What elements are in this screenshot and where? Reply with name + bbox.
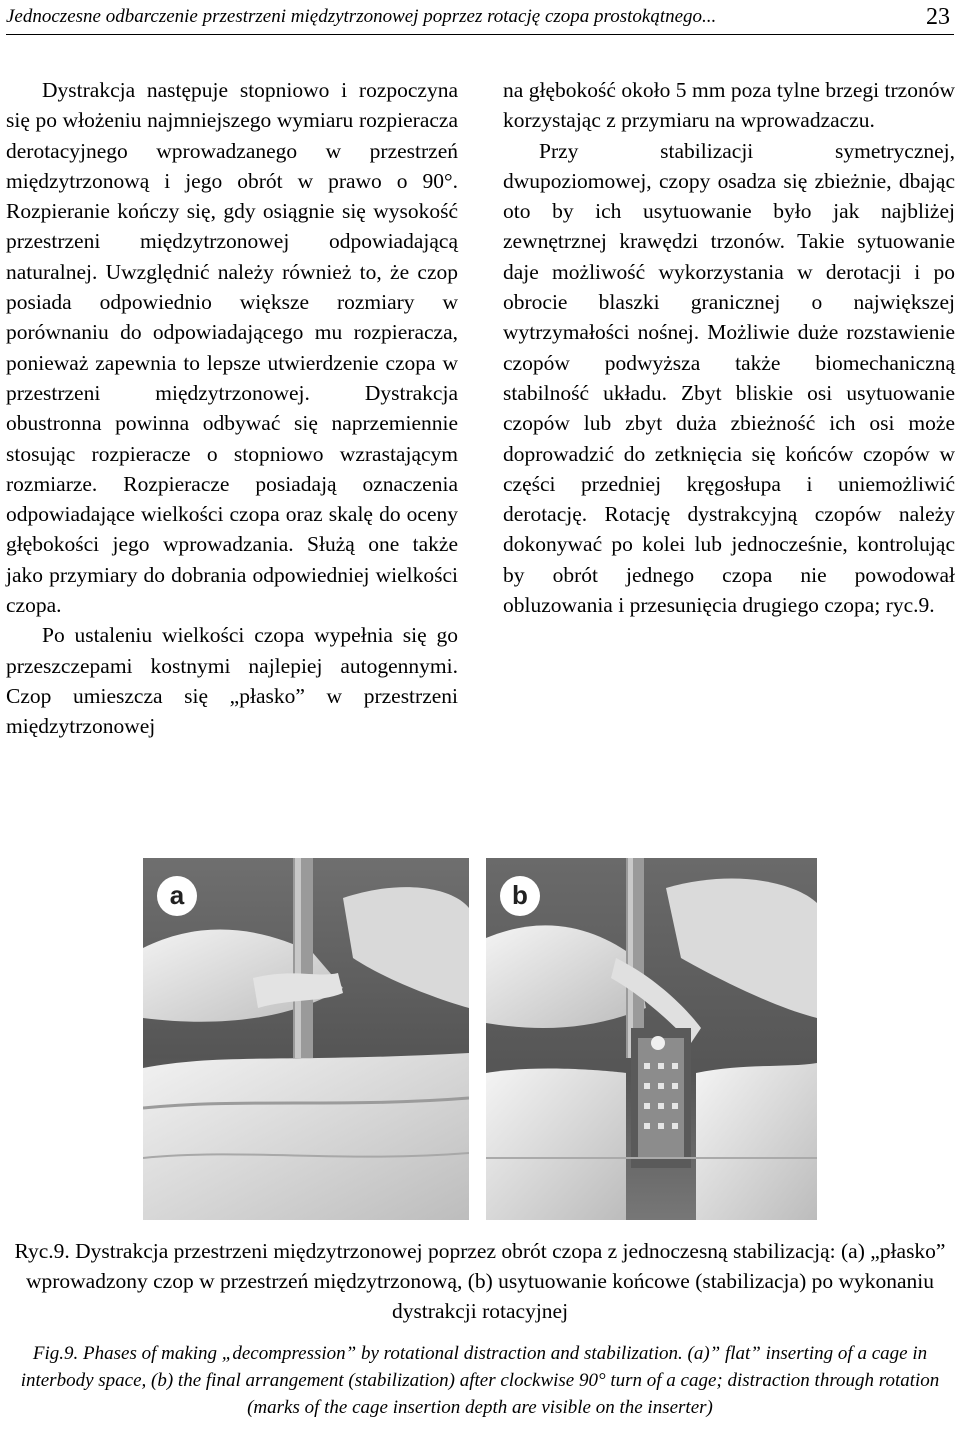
paragraph-cage-filling: Po ustaleniu wielkości czopa wypełnia się go przeszczepami kostnymi najlepiej autogennymi. Czop umieszcza się „płasko” w przestrzeni międzytrzonowej <box>6 623 458 739</box>
running-header <box>6 4 954 34</box>
figure-caption-pl: Ryc.9. Dystrakcja przestrzeni międzytrzonowej poprzez obrót czopa z jednoczesną stabilizacją: (a) „płasko” wprowadzony czop w przestrzeń międzytrzonową, (b) usytuowanie końcowe (stabilizacja) po wykonaniu dystrakcji rotacyjnej <box>14 1239 946 1323</box>
page-number: 23 <box>926 4 950 30</box>
figure-caption-en: Fig.9. Phases of making „decompression” by rotational distraction and stabilization. (a)” flat” inserting of a cage in interbody space, (b) the final arrangement (stabilization) after clockwise 90° turn of a cage; distraction through rotation (marks of the cage insertion depth are visible on the inserter) <box>20 1343 940 1418</box>
running-title: Jednoczesne odbarczenie przestrzeni międzytrzonowej poprzez rotację czopa prostokątnego... <box>6 6 717 27</box>
left-text-column <box>6 75 458 742</box>
spine-model-photo-a <box>143 858 469 1220</box>
figure-panel-b <box>486 858 817 1220</box>
figure-panel-a <box>143 858 469 1220</box>
paragraph-continuation: na głębokość około 5 mm poza tylne brzegi trzonów korzystając z przymiaru na wprowadzaczu. <box>503 78 955 133</box>
panel-label-a: a <box>157 876 197 916</box>
right-text-column <box>503 75 955 620</box>
panel-label-b: b <box>500 876 540 916</box>
spine-model-photo-b <box>486 858 817 1220</box>
header-divider <box>6 34 954 35</box>
paragraph-stabilization: Przy stabilizacji symetrycznej, dwupoziomowej, czopy osadza się zbieżnie, dbając oto by ich usytuowanie było jak najbliżej zewnętrznej krawędzi trzonów. Takie sytuowanie daje możliwość wykorzystania w derotacji i po obrocie blaszki granicznej o największej wytrzymałości nośnej. Możliwie duże rozstawienie czopów podwyższa także biomechaniczną stabilność układu. Zbyt bliskie osi usytuowanie czopów lub zbyt duża zbieżność ich osi może doprowadzić do zetknięcia się końców czopów w części przedniej kręgosłupa i uniemożliwić derotację. Rotację dystrakcyjną czopów należy dokonywać po kolei lub jednocześnie, kontrolując by obrót jednego czopa nie powodował obluzowania i przesunięcia drugiego czopa; ryc.9. <box>503 138 955 618</box>
paragraph-distraction: Dystrakcja następuje stopniowo i rozpoczyna się po włożeniu najmniejszego wymiaru rozpieracza derotacyjnego wprowadzanego w przestrzeń międzytrzonową i jego obrót w prawo o 90°. Rozpieranie kończy się, gdy osiągnie się wysokość przestrzeni międzytrzonowej odpowiadającą naturalnej. Uwzględnić należy również to, że czop posiada odpowiednio większe rozmiary w porównaniu do odpowiadającego mu rozpieracza, ponieważ zapewnia to lepsze utwierdzenie czopa w przestrzeni międzytrzonowej. Dystrakcja obustronna powinna odbywać się naprzemiennie stosując rozpieracze o stopniowo wzrastającym rozmiarze. Rozpieracze posiadają oznaczenia odpowiadające wielkości czopa oraz skalę do oceny głębokości jego wprowadzania. Służą one także jako przymiary do dobrania odpowiedniej wielkości czopa. <box>6 78 458 618</box>
